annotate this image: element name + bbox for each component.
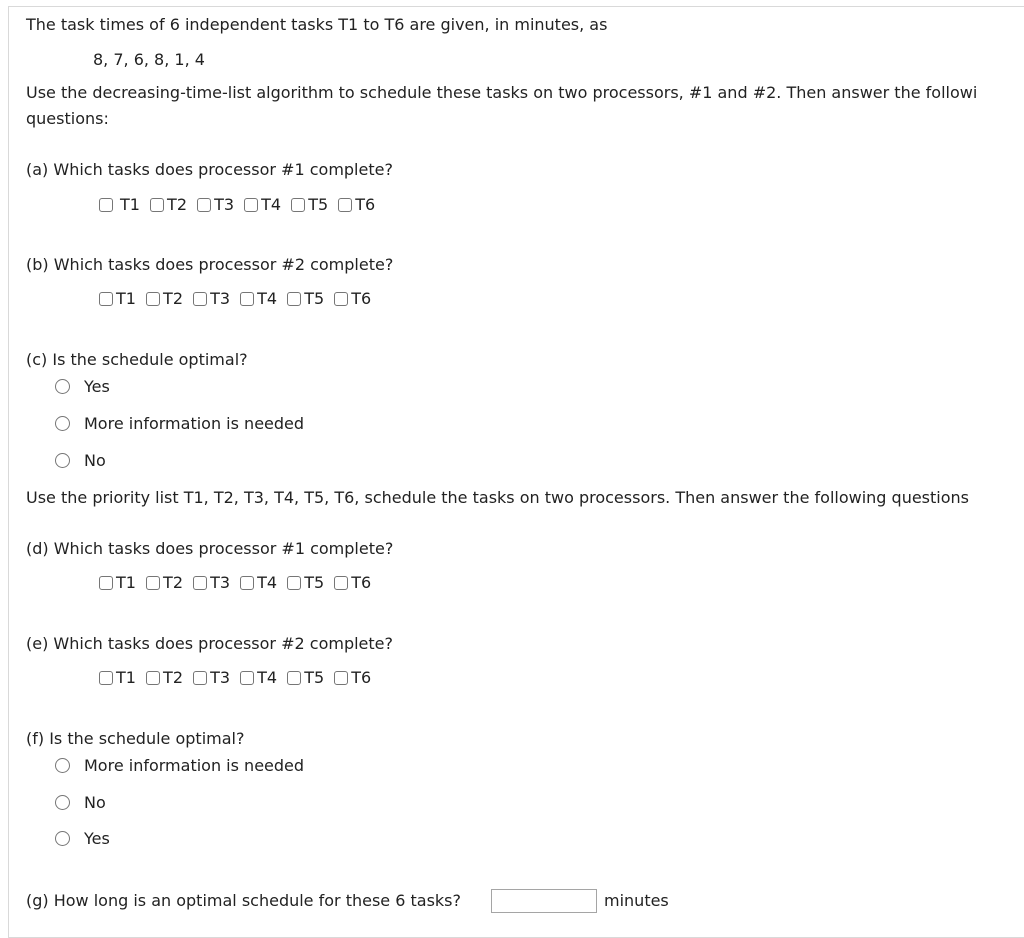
checkbox-box[interactable] bbox=[287, 292, 301, 306]
radio-circle[interactable] bbox=[55, 758, 70, 773]
checkbox-box[interactable] bbox=[193, 576, 207, 590]
checkbox-d-t5[interactable]: T5 bbox=[287, 573, 327, 592]
question-d: (d) Which tasks does processor #1 complete? bbox=[26, 539, 394, 558]
radio-circle[interactable] bbox=[55, 453, 70, 468]
intro-text: The task times of 6 independent tasks T1 to T6 are given, in minutes, as bbox=[26, 15, 608, 34]
checkbox-box[interactable] bbox=[146, 671, 160, 685]
checkbox-e-t5[interactable]: T5 bbox=[287, 668, 327, 687]
checkbox-box[interactable] bbox=[193, 292, 207, 306]
radio-f-more-info[interactable]: More information is needed bbox=[55, 756, 304, 775]
checkbox-d-t6[interactable]: T6 bbox=[334, 573, 374, 592]
checkbox-e-t1[interactable]: T1 bbox=[99, 668, 139, 687]
checkbox-box[interactable] bbox=[197, 198, 211, 212]
checkbox-box[interactable] bbox=[146, 292, 160, 306]
question-c: (c) Is the schedule optimal? bbox=[26, 350, 248, 369]
radio-c-more-info[interactable]: More information is needed bbox=[55, 414, 304, 433]
radio-f-yes[interactable]: Yes bbox=[55, 829, 110, 848]
radio-f-no[interactable]: No bbox=[55, 793, 106, 812]
question-e: (e) Which tasks does processor #2 complete? bbox=[26, 634, 393, 653]
checkbox-b-t3[interactable]: T3 bbox=[193, 289, 233, 308]
radio-circle[interactable] bbox=[55, 795, 70, 810]
checkbox-box[interactable] bbox=[150, 198, 164, 212]
unit-label: minutes bbox=[604, 891, 669, 910]
checkbox-box[interactable] bbox=[334, 576, 348, 590]
checkbox-box[interactable] bbox=[193, 671, 207, 685]
checkbox-box[interactable] bbox=[99, 671, 113, 685]
checkbox-box[interactable] bbox=[287, 576, 301, 590]
checkbox-box[interactable] bbox=[240, 576, 254, 590]
question-b: (b) Which tasks does processor #2 complete? bbox=[26, 255, 394, 274]
checkbox-box[interactable] bbox=[287, 671, 301, 685]
checkbox-box[interactable] bbox=[99, 576, 113, 590]
checkbox-group-e bbox=[99, 668, 376, 690]
question-a: (a) Which tasks does processor #1 complete? bbox=[26, 160, 393, 179]
checkbox-e-t6[interactable]: T6 bbox=[334, 668, 374, 687]
checkbox-box[interactable] bbox=[240, 671, 254, 685]
checkbox-box[interactable] bbox=[338, 198, 352, 212]
radio-circle[interactable] bbox=[55, 416, 70, 431]
question-frame bbox=[8, 6, 1024, 938]
checkbox-a-t3[interactable]: T3 bbox=[197, 195, 237, 214]
checkbox-group-d bbox=[99, 573, 376, 595]
checkbox-b-t6[interactable]: T6 bbox=[334, 289, 374, 308]
radio-circle[interactable] bbox=[55, 831, 70, 846]
checkbox-box[interactable] bbox=[244, 198, 258, 212]
checkbox-a-t4[interactable]: T4 bbox=[244, 195, 284, 214]
checkbox-box[interactable] bbox=[99, 292, 113, 306]
checkbox-d-t2[interactable]: T2 bbox=[146, 573, 186, 592]
checkbox-box[interactable] bbox=[146, 576, 160, 590]
checkbox-a-t1[interactable]: T1 bbox=[99, 195, 143, 214]
checkbox-a-t2[interactable]: T2 bbox=[150, 195, 190, 214]
instruction-2: Use the priority list T1, T2, T3, T4, T5, T6, schedule the tasks on two processors. Then answer the following questions bbox=[26, 488, 969, 507]
question-g: (g) How long is an optimal schedule for these 6 tasks? bbox=[26, 891, 461, 910]
checkbox-box[interactable] bbox=[99, 198, 113, 212]
checkbox-b-t2[interactable]: T2 bbox=[146, 289, 186, 308]
checkbox-e-t2[interactable]: T2 bbox=[146, 668, 186, 687]
instruction-1-line-1: Use the decreasing-time-list algorithm to schedule these tasks on two processors, #1 and #2. Then answer the followi bbox=[26, 83, 978, 102]
checkbox-d-t4[interactable]: T4 bbox=[240, 573, 280, 592]
checkbox-group-b bbox=[99, 289, 376, 311]
instruction-1-line-2: questions: bbox=[26, 109, 109, 128]
checkbox-a-t5[interactable]: T5 bbox=[291, 195, 331, 214]
checkbox-d-t3[interactable]: T3 bbox=[193, 573, 233, 592]
optimal-length-input[interactable] bbox=[491, 889, 597, 913]
checkbox-box[interactable] bbox=[334, 671, 348, 685]
checkbox-e-t3[interactable]: T3 bbox=[193, 668, 233, 687]
radio-c-no[interactable]: No bbox=[55, 451, 106, 470]
task-times: 8, 7, 6, 8, 1, 4 bbox=[93, 50, 205, 69]
checkbox-e-t4[interactable]: T4 bbox=[240, 668, 280, 687]
question-f: (f) Is the schedule optimal? bbox=[26, 729, 245, 748]
checkbox-b-t4[interactable]: T4 bbox=[240, 289, 280, 308]
checkbox-a-t6[interactable]: T6 bbox=[338, 195, 378, 214]
checkbox-b-t5[interactable]: T5 bbox=[287, 289, 327, 308]
checkbox-box[interactable] bbox=[240, 292, 254, 306]
checkbox-b-t1[interactable]: T1 bbox=[99, 289, 139, 308]
checkbox-box[interactable] bbox=[291, 198, 305, 212]
checkbox-box[interactable] bbox=[334, 292, 348, 306]
checkbox-d-t1[interactable]: T1 bbox=[99, 573, 139, 592]
radio-c-yes[interactable]: Yes bbox=[55, 377, 110, 396]
radio-circle[interactable] bbox=[55, 379, 70, 394]
checkbox-group-a bbox=[99, 195, 380, 217]
